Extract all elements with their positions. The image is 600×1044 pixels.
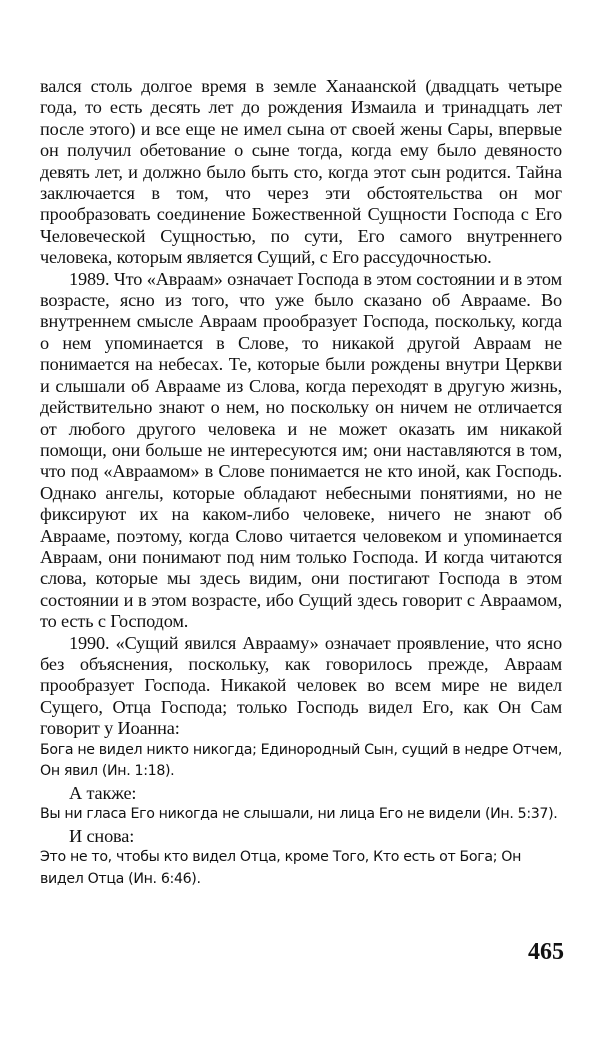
page-body: [40, 76, 562, 890]
paragraph-1989: 1989. Что «Авраам» означает Господа в этом состоянии и в этом возрасте, ясно из того, что уже было сказано об Аврааме. Во внутреннем смысле Авраам прообразует Господа, поскольку, когда о нем упоминается в Слове, то никакой другой Авраам не понимается на небесах. Те, которые были рождены внутри Церкви и слышали об Аврааме из Слова, когда переходят в другую жизнь, действительно знают о нем, но поскольку он ничем не отличается от любого другого человека и не может оказать им никакой помощи, они больше не интересуются им; они наставляются в том, что под «Авраамом» в Слове понимается не кто иной, как Господь. Однако ангелы, которые обладают небесными понятиями, но не фиксируют их на каком-либо человеке, ничего не знают об Аврааме, поэтому, когда Слово читается человеком и упоминается Авраам, они понимают под ним только Господа. И когда читаются слова, которые мы здесь видим, они постигают Господа в этом состоянии и в этом возрасте, ибо Сущий здесь говорит с Авраамом, то есть с Господом.: [40, 268, 562, 632]
scripture-quote-john-6-46: Это не то, чтобы кто видел Отца, кроме Того, Кто есть от Бога; Он видел Отца (Ин. 6:46).: [40, 849, 522, 887]
scripture-quote-john-5-37: Вы ни гласа Его никогда не слышали, ни лица Его не видели (Ин. 5:37).: [40, 806, 558, 823]
paragraph-continuation: вался столь долгое время в земле Ханаанской (двадцать четыре года, то есть десять лет до рождения Измаила и тринадцать лет после этого) и все еще не имел сына от своей жены Сары, впервые он получил обетование о сыне тогда, когда ему было девяносто девять лет, и должно было быть сто, когда этот сын родится. Тайна заключается в том, что через эти обстоятельства он мог прообразовать соединение Божественной Сущности Господа с Его Человеческой Сущностью, по сути, Его самого внутреннего человека, которым является Сущий, с Его рассудочностью.: [40, 76, 562, 268]
lead-also: А также:: [69, 782, 137, 803]
paragraph-1990: 1990. «Сущий явился Аврааму» означает проявление, что ясно без объяснения, поскольку, как говорилось прежде, Авраам прообразует Господа. Никакой человек во всем мире не видел Сущего, Отца Господа; только Господь видел Его, как Он Сам говорит у Иоанна:: [40, 632, 562, 739]
scripture-quote-john-1-18: Бога не видел никто никогда; Единородный Сын, сущий в недре Отчем, Он явил (Ин. 1:18).: [40, 741, 562, 780]
lead-again: И снова:: [69, 825, 135, 846]
page-number: 465: [528, 939, 564, 965]
